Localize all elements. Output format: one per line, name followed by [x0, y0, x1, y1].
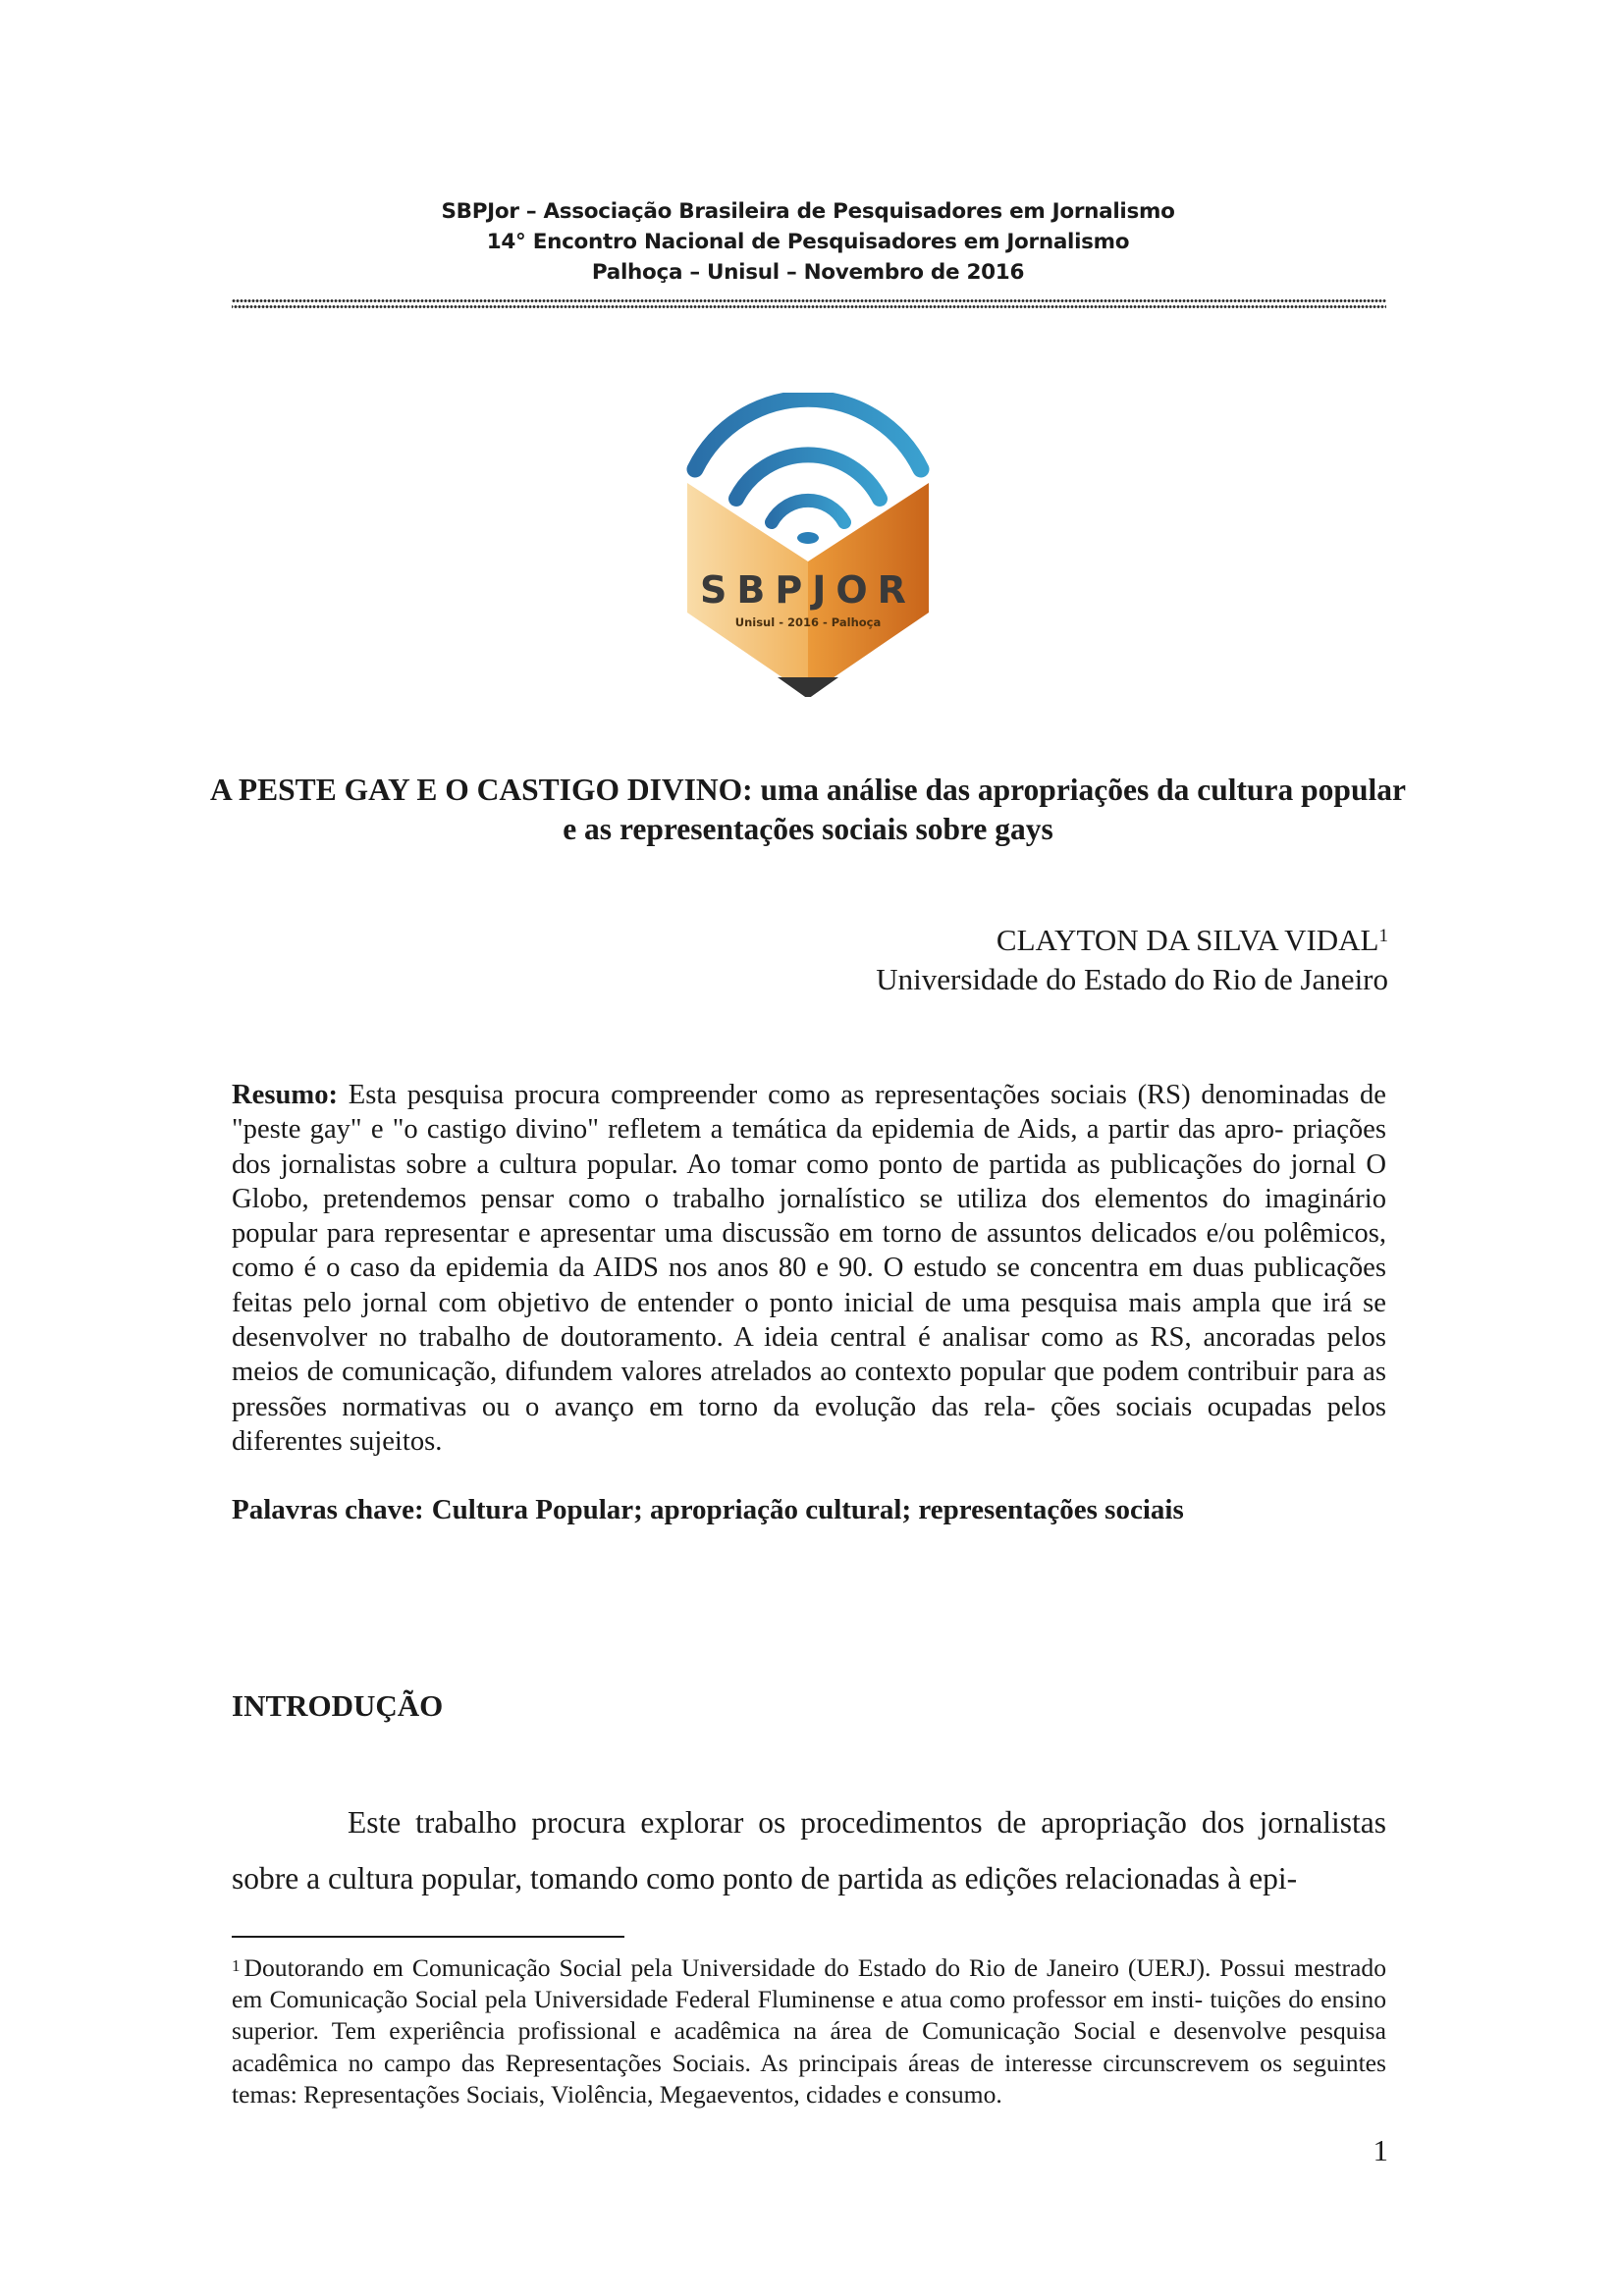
section-heading-introducao: INTRODUÇÃO: [232, 1688, 444, 1723]
author-name-line: [876, 921, 1388, 960]
abstract-label: Resumo:: [232, 1080, 339, 1110]
paper-title-caps: A PESTE GAY E O CASTIGO DIVINO:: [210, 773, 753, 807]
keywords-value: Cultura Popular; apropriação cultural; representações sociais: [431, 1494, 1184, 1525]
footnote: [232, 1952, 1386, 2110]
dotted-header-rule: [232, 298, 1386, 311]
footnote-text: Doutorando em Comunicação Social pela Universidade do Estado do Rio de Janeiro (UERJ). Possui mestrado em Comunicação Social pela Universidade Federal Fluminense e atua como professor em insti- tuições do ensino superior. Tem experiência profissional e acadêmica na área de Comunicação Social e desenvolve pesquisa acadêmica no campo das Representações Sociais. As principais áreas de interesse circunscrevem os seguintes temas: Representações Sociais, Violência, Megaeventos, cidades e consumo.: [232, 1953, 1386, 2109]
author-block: [876, 921, 1388, 999]
conference-place-date-line: Palhoça – Unisul – Novembro de 2016: [591, 260, 1025, 285]
abstract-text: Esta pesquisa procura compreender como as representações sociais (RS) denominadas de "peste gay" e "o castigo divino" refletem a temática da epidemia de Aids, a partir das apro- priações dos jornalistas sobre a cultura popular. Ao tomar como ponto de partida as publicações do jornal O Globo, pretendemos pensar como o trabalho jornalístico se utiliza dos elementos do imaginário popular para representar e apresentar uma discussão em torno de assuntos delicados e/ou polêmicos, como é o caso da epidemia da AIDS nos anos 80 e 90. O estudo se concentra em duas publicações feitas pelo jornal com objetivo de entender o ponto inicial de uma pesquisa mais ampla que irá se desenvolver no trabalho de doutoramento. A ideia central é analisar como as RS, ancoradas pelos meios de comunicação, difundem valores atrelados ao contexto popular que podem contribuir para as pressões normativas ou o avanço em torno da evolução das rela- ções sociais ocupadas pelos diferentes sujeitos.: [232, 1080, 1386, 1457]
sbpjor-logo-graphic: [675, 393, 941, 697]
footnote-mark: 1: [232, 1956, 241, 1975]
author-affiliation: Universidade do Estado do Rio de Janeiro: [876, 962, 1388, 996]
footnote-separator: [232, 1936, 624, 1938]
author-footnote-mark: 1: [1378, 926, 1388, 946]
page-number: 1: [1373, 2133, 1388, 2167]
logo-subtitle: Unisul - 2016 - Palhoça: [734, 615, 882, 629]
paper-title-rest: uma análise das apropriações da cultura popular e as representações sociais sobre gays: [563, 773, 1406, 846]
conference-association-line: SBPJor – Associação Brasileira de Pesquisadores em Jornalismo: [441, 199, 1175, 224]
logo-wordmark: SBPJOR: [700, 568, 916, 612]
abstract: [232, 1078, 1386, 1459]
sbpjor-logo: [675, 393, 941, 697]
conference-event-line: 14° Encontro Nacional de Pesquisadores em Jornalismo: [486, 230, 1130, 254]
paper-title: [206, 771, 1410, 849]
intro-paragraph: Este trabalho procura explorar os procedimentos de apropriação dos jornalistas sobre a cultura popular, tomando como ponto de partida as edições relacionadas à epi-: [232, 1805, 1386, 1896]
author-name: CLAYTON DA SILVA VIDAL: [996, 923, 1379, 957]
keywords: [232, 1494, 1184, 1526]
keywords-label: Palavras chave:: [232, 1494, 424, 1525]
